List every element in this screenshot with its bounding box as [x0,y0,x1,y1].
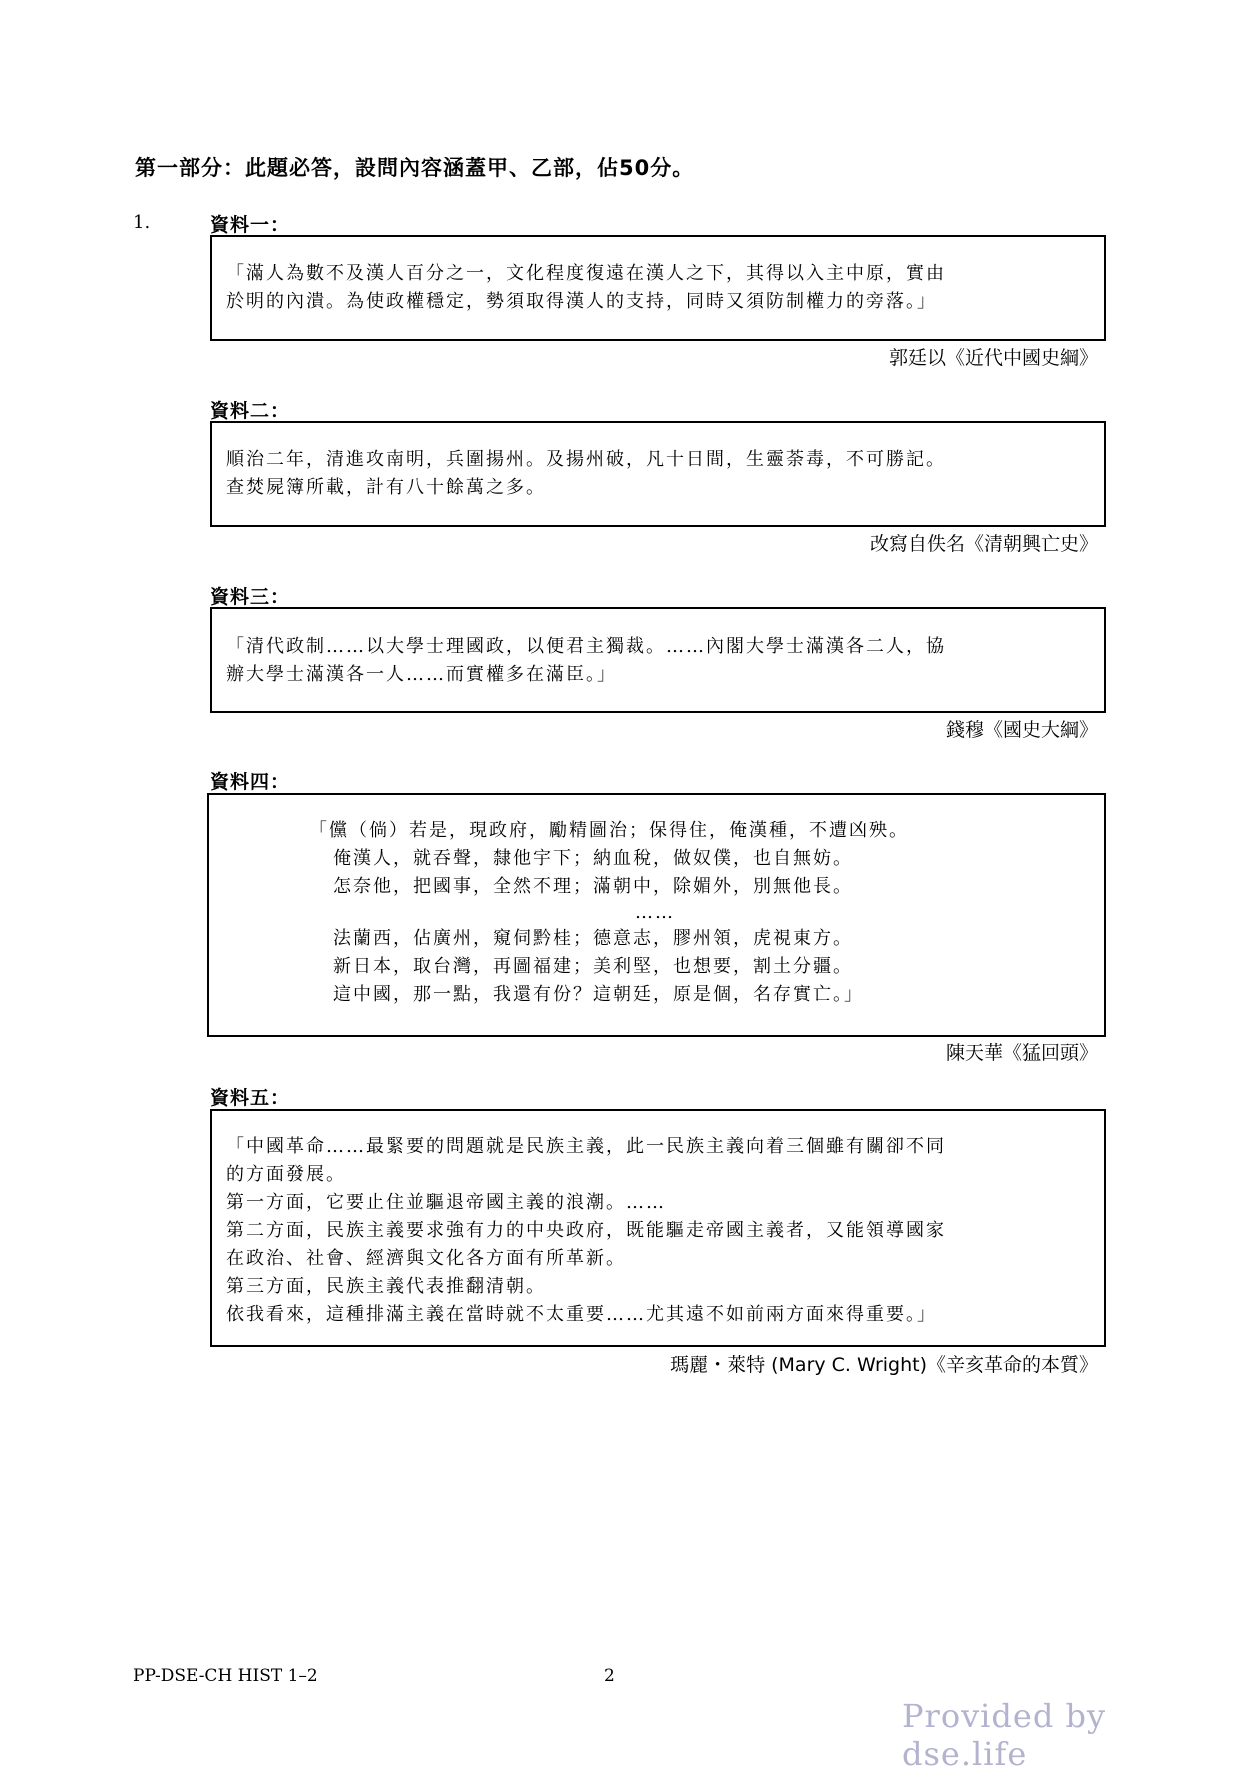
source-1-citation: 郭廷以《近代中國史綱》 [888,347,1098,369]
watermark-link[interactable]: Provided by dse.life [902,1697,1107,1773]
source-1-line: 「滿人為數不及漢人百分之一，文化程度復遠在漢人之下，其得以入主中原，實由 [226,263,946,284]
source-5-line: 第二方面，民族主義要求強有力的中央政府，既能驅走帝國主義者，又能領導國家 [226,1220,946,1241]
source-5-line: 在政治、社會、經濟與文化各方面有所革新。 [226,1248,626,1269]
source-5-line: 依我看來，這種排滿主義在當時就不太重要……尤其遠不如前兩方面來得重要。」 [226,1304,937,1325]
source-4-ellipsis: …… [635,902,675,923]
source-1-box [210,235,1106,341]
source-3-line: 「清代政制……以大學士理國政，以便君主獨裁。……內閣大學士滿漢各二人，協 [226,636,946,657]
source-4-box [207,793,1106,1037]
source-4-line: 新日本，取台灣，再圖福建；美利堅，也想要，割土分疆。 [333,956,853,977]
source-5-line: 第三方面，民族主義代表推翻清朝。 [226,1276,546,1297]
question-number: 1. [133,212,151,233]
source-3-citation: 錢穆《國史大綱》 [945,719,1098,741]
source-3-line: 辦大學士滿漢各一人……而實權多在滿臣。」 [226,664,617,685]
paper-code: PP-DSE-CH HIST 1–2 [133,1666,318,1686]
source-4-line: 「儻（倘）若是，現政府，勵精圖治；保得住，俺漢種，不遭凶殃。 [309,820,909,841]
page-number: 2 [604,1666,615,1686]
section-heading: 第一部分：此題必答，設問內容涵蓋甲、乙部，佔50分。 [135,156,695,180]
source-5-line: 第一方面，它要止住並驅退帝國主義的浪潮。…… [226,1192,666,1213]
source-4-line: 法蘭西，佔廣州，窺伺黔桂；德意志，膠州領，虎視東方。 [333,928,853,949]
source-3-box [210,607,1106,713]
source-2-citation: 改寫自佚名《清朝興亡史》 [869,533,1098,555]
source-2-label: 資料二： [210,400,291,422]
source-4-citation: 陳天華《猛回頭》 [945,1042,1098,1064]
source-4-line: 俺漢人，就吞聲，隸他宇下；納血稅，做奴僕，也自無妨。 [333,848,853,869]
source-4-label: 資料四： [210,771,291,793]
source-1-label: 資料一： [210,214,291,236]
source-4-line: 怎奈他，把國事，全然不理；滿朝中，除媚外，別無他長。 [333,876,853,897]
source-2-line: 查焚屍簿所載，計有八十餘萬之多。 [226,477,546,498]
source-1-line: 於明的內潰。為使政權穩定，勢須取得漢人的支持，同時又須防制權力的旁落。」 [226,291,937,312]
source-5-line: 的方面發展。 [226,1164,346,1185]
source-5-box [210,1109,1106,1347]
source-2-box [210,421,1106,527]
source-5-line: 「中國革命……最緊要的問題就是民族主義，此一民族主義向着三個雖有關卻不同 [226,1136,946,1157]
source-2-line: 順治二年，清進攻南明，兵圍揚州。及揚州破，凡十日間，生靈荼毒，不可勝記。 [226,449,946,470]
source-5-label: 資料五： [210,1087,291,1109]
source-3-label: 資料三： [210,586,291,608]
source-4-poem [309,817,909,1009]
source-5-citation: 瑪麗・萊特 (Mary C. Wright)《辛亥革命的本質》 [670,1354,1098,1376]
source-4-line: 這中國，那一點，我還有份？這朝廷，原是個，名存實亡。」 [333,984,864,1005]
